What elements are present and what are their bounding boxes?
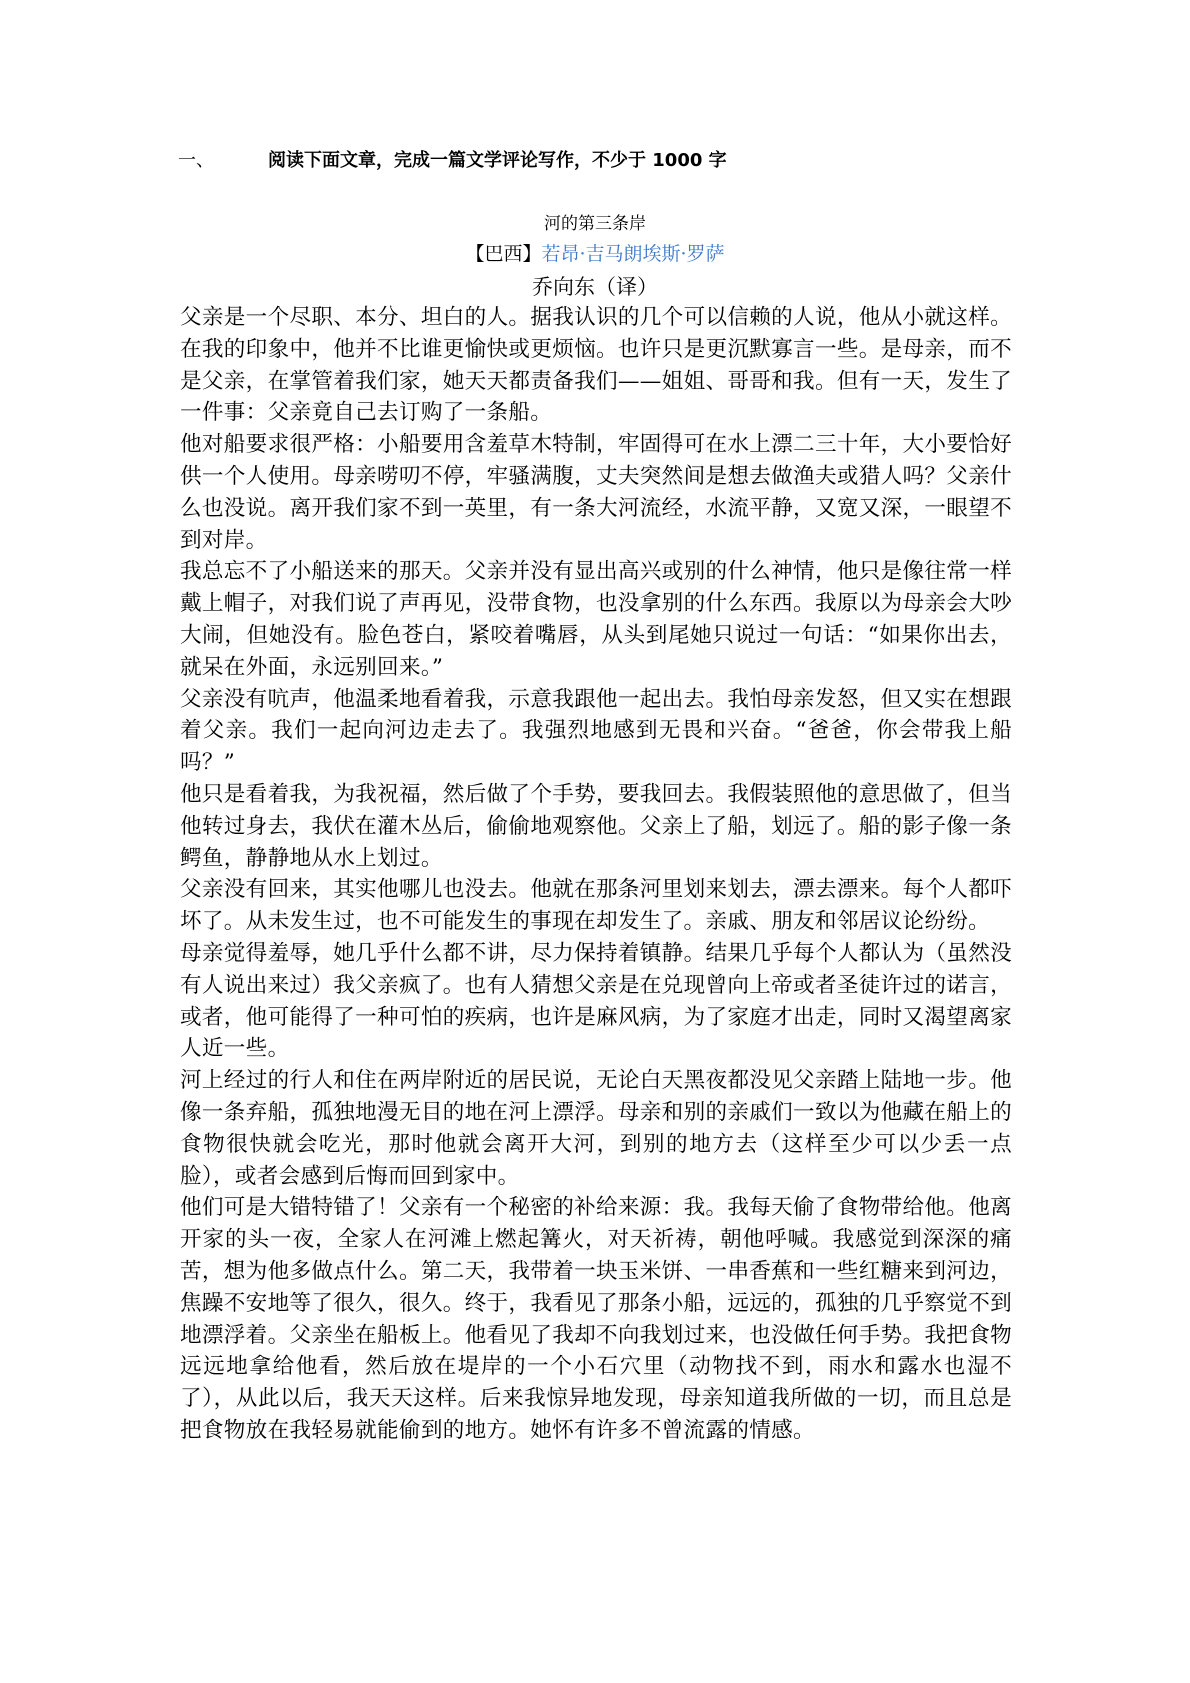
question-prompt: 阅读下面文章，完成一篇文学评论写作，不少于 1000 字 bbox=[268, 150, 727, 171]
paragraph: 河上经过的行人和住在两岸附近的居民说，无论白天黑夜都没见父亲踏上陆地一步。他像一条弃船，孤独地漫无目的地在河上漂浮。母亲和别的亲戚们一致以为他藏在船上的食物很快就会吃光，那时他就会离开大河，到别的地方去（这样至少可以少丢一点脸），或者会感到后悔而回到家中。 bbox=[180, 1068, 1012, 1189]
article-translator: 乔向东（译） bbox=[532, 275, 658, 299]
paragraph: 他们可是大错特错了！父亲有一个秘密的补给来源：我。我每天偷了食物带给他。他离开家的头一夜，全家人在河滩上燃起篝火，对天祈祷，朝他呼喊。我感觉到深深的痛苦，想为他多做点什么。第二天，我带着一块玉米饼、一串香蕉和一些红糖来到河边，焦躁不安地等了很久，很久。终于，我看见了那条小船，远远的，孤独的几乎察觉不到地漂浮着。父亲坐在船板上。他看见了我却不向我划过来，也没做任何手势。我把食物远远地拿给他看，然后放在堤岸的一个小石穴里（动物找不到，雨水和露水也湿不了），从此以后，我天天这样。后来我惊异地发现，母亲知道我所做的一切，而且总是把食物放在我轻易就能偷到的地方。她怀有许多不曾流露的情感。 bbox=[180, 1195, 1012, 1443]
paragraph: 我总忘不了小船送来的那天。父亲并没有显出高兴或别的什么神情，他只是像往常一样戴上帽子，对我们说了声再见，没带食物，也没拿别的什么东西。我原以为母亲会大吵大闹，但她没有。脸色苍白，紧咬着嘴唇，从头到尾她只说过一句话：“如果你出去，就呆在外面，永远别回来。” bbox=[180, 559, 1012, 680]
paragraph: 父亲没有吭声，他温柔地看着我，示意我跟他一起出去。我怕母亲发怒，但又实在想跟着父亲。我们一起向河边走去了。我强烈地感到无畏和兴奋。“爸爸，你会带我上船吗？” bbox=[180, 686, 1012, 776]
paragraph: 母亲觉得羞辱，她几乎什么都不讲，尽力保持着镇静。结果几乎每个人都认为（虽然没有人说出来过）我父亲疯了。也有人猜想父亲是在兑现曾向上帝或者圣徒许过的诺言，或者，他可能得了一种可怕的疾病，也许是麻风病，为了家庭才出走，同时又渴望离家人近一些。 bbox=[180, 940, 1012, 1062]
author-name-link[interactable]: 若昂·吉马朗埃斯·罗萨 bbox=[541, 243, 725, 265]
article-author bbox=[0, 241, 1190, 267]
paragraph: 他只是看着我，为我祝福，然后做了个手势，要我回去。我假装照他的意思做了，但当他转过身去，我伏在灌木丛后，偷偷地观察他。父亲上了船，划远了。船的影子像一条鳄鱼，静静地从水上划过。 bbox=[180, 781, 1012, 871]
article-title: 河的第三条岸 bbox=[544, 214, 646, 234]
article-body bbox=[180, 302, 1012, 1447]
paragraph: 他对船要求很严格：小船要用含羞草木特制，牢固得可在水上漂二三十年，大小要恰好供一个人使用。母亲唠叨不停，牢骚满腹，丈夫突然间是想去做渔夫或猎人吗？父亲什么也没说。离开我们家不到一英里，有一条大河流经，水流平静，又宽又深，一眼望不到对岸。 bbox=[180, 432, 1012, 553]
question-heading bbox=[178, 148, 727, 174]
question-number: 一、 bbox=[178, 150, 214, 171]
author-country: 【巴西】 bbox=[465, 243, 542, 265]
paragraph: 父亲是一个尽职、本分、坦白的人。据我认识的几个可以信赖的人说，他从小就这样。在我的印象中，他并不比谁更愉快或更烦恼。也许只是更沉默寡言一些。是母亲，而不是父亲，在掌管着我们家，她天天都责备我们——姐姐、哥哥和我。但有一天，发生了一件事：父亲竟自己去订购了一条船。 bbox=[180, 305, 1012, 426]
paragraph: 父亲没有回来，其实他哪儿也没去。他就在那条河里划来划去，漂去漂来。每个人都吓坏了。从未发生过，也不可能发生的事现在却发生了。亲戚、朋友和邻居议论纷纷。 bbox=[180, 877, 1012, 935]
